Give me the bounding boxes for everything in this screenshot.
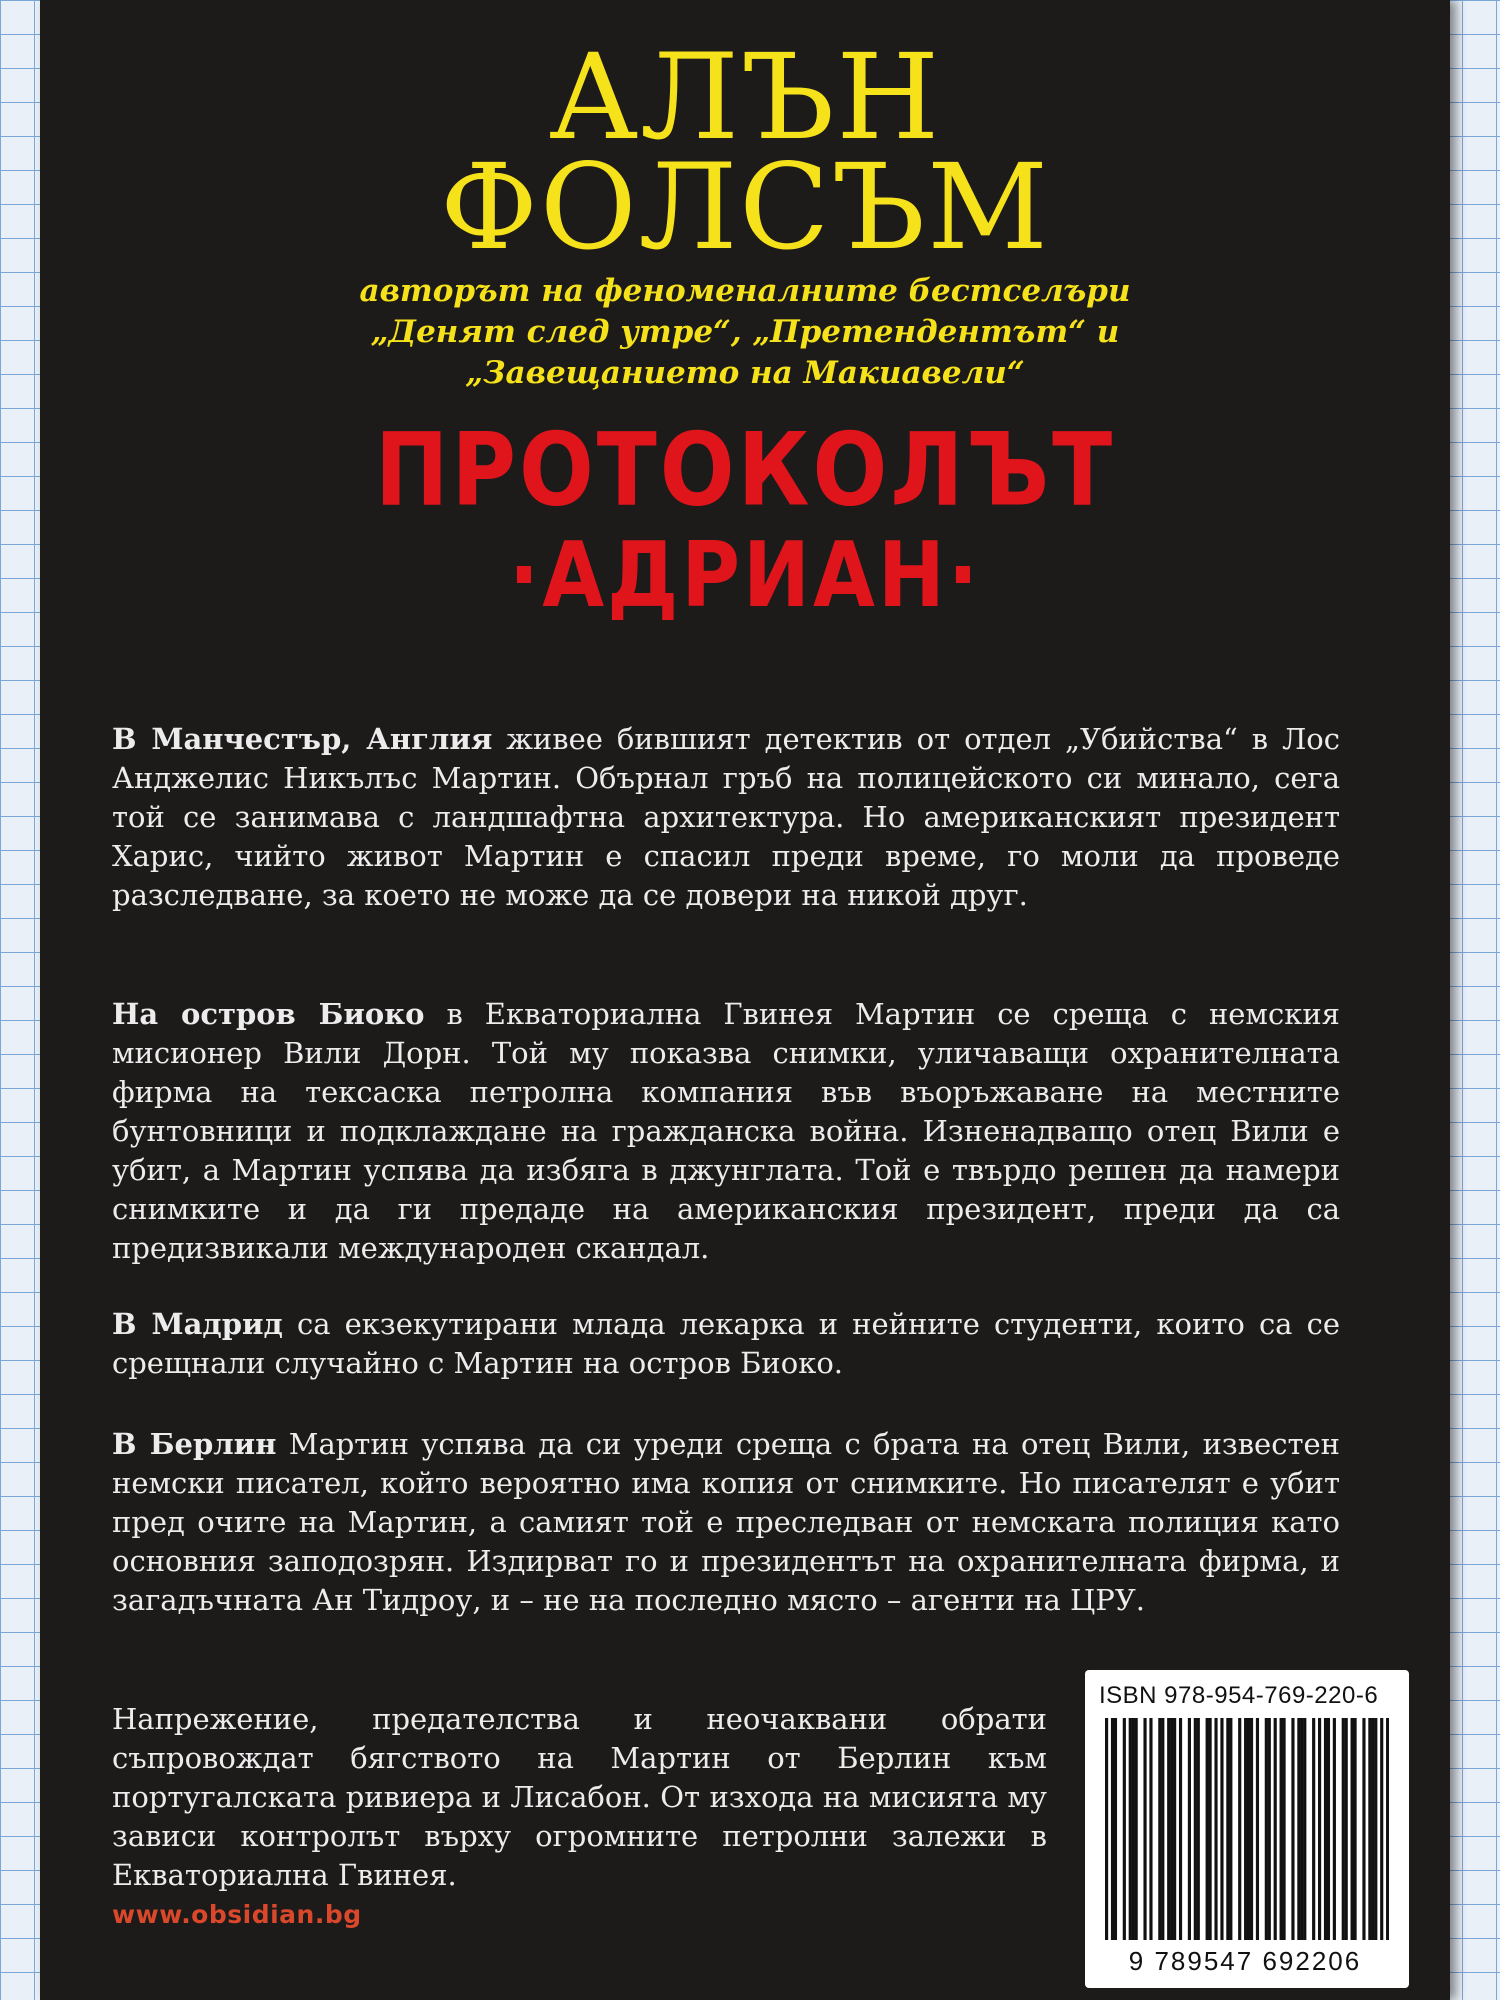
publisher-website: www.obsidian.bg — [112, 1900, 362, 1929]
barcode-icon — [1105, 1718, 1389, 1940]
barcode-bar — [1268, 1718, 1271, 1940]
paragraph-lead: На остров Биоко — [112, 997, 425, 1031]
barcode-bar — [1129, 1718, 1132, 1940]
barcode-bar — [1324, 1718, 1327, 1940]
barcode-bar — [1114, 1718, 1117, 1940]
isbn-barcode-label — [1085, 1670, 1409, 1988]
barcode-bar — [1123, 1718, 1126, 1940]
paragraph-lead: В Берлин — [112, 1427, 277, 1461]
barcode-bar — [1209, 1718, 1212, 1940]
barcode-bar — [1161, 1718, 1164, 1940]
barcode-bar — [1283, 1718, 1286, 1940]
author-name-line2: ФОЛСЪМ — [439, 138, 1050, 276]
barcode-bar — [1256, 1718, 1259, 1940]
barcode-bar — [1368, 1718, 1371, 1940]
barcode-bar — [1265, 1718, 1268, 1940]
barcode-bar — [1188, 1718, 1191, 1940]
barcode-bar — [1132, 1718, 1135, 1940]
barcode-bar — [1280, 1718, 1283, 1940]
barcode-bar — [1386, 1718, 1389, 1940]
isbn-number: ISBN 978-954-769-220-6 — [1099, 1682, 1379, 1709]
author-tagline-line2: „Денят след утре“, „Претендентът“ и — [370, 314, 1120, 350]
barcode-bar — [1380, 1718, 1383, 1940]
barcode-bar — [1135, 1718, 1138, 1940]
barcode-bar — [1244, 1718, 1247, 1940]
barcode-bar — [1229, 1718, 1232, 1940]
barcode-bar — [1149, 1718, 1152, 1940]
paragraph-lead: В Манчестър, Англия — [112, 722, 493, 756]
barcode-bar — [1327, 1718, 1330, 1940]
synopsis-paragraph-bioko — [112, 995, 1340, 1268]
paragraph-lead: В Мадрид — [112, 1307, 283, 1341]
barcode-bar — [1312, 1718, 1315, 1940]
barcode-bar — [1170, 1718, 1173, 1940]
barcode-bar — [1362, 1718, 1365, 1940]
barcode-bar — [1300, 1718, 1303, 1940]
synopsis-paragraph-berlin — [112, 1425, 1340, 1620]
barcode-bar — [1345, 1718, 1348, 1940]
barcode-bar — [1226, 1718, 1229, 1940]
barcode-bar — [1291, 1718, 1294, 1940]
author-tagline-line3: „Завещанието на Макиавели“ — [465, 355, 1025, 391]
barcode-bar — [1105, 1718, 1108, 1940]
synopsis-closing-paragraph: Напрежение, предателства и неочаквани обрати съпровождат бягството на Мартин от Берлин към португалската ривиера и Лисабон. От изхода на мисията му зависи контролът върху огромните петролни залежи в Екваториална Гвинея. — [112, 1702, 1047, 1892]
synopsis-paragraph-madrid — [112, 1305, 1340, 1383]
synopsis-paragraph-manchester — [112, 720, 1340, 915]
author-name-line1: АЛЪН — [548, 28, 942, 166]
paragraph-text: са екзекутирани млада лекарка и нейните студенти, които са се срещнали случайно с Мартин на остров Биоко. — [112, 1307, 1340, 1380]
barcode-bar — [1297, 1718, 1300, 1940]
barcode-bar — [1214, 1718, 1217, 1940]
barcode-bar — [1303, 1718, 1306, 1940]
barcode-bar — [1371, 1718, 1374, 1940]
barcode-bar — [1238, 1718, 1241, 1940]
barcode-bar — [1333, 1718, 1336, 1940]
barcode-bar — [1179, 1718, 1182, 1940]
barcode-bar — [1194, 1718, 1197, 1940]
barcode-bar — [1318, 1718, 1321, 1940]
barcode-bar — [1274, 1718, 1277, 1940]
paragraph-text: Мартин успява да си уреди среща с брата на отец Вили, известен немски писател, който вероятно има копия от снимките. Но писателят е убит пред очите на Мартин, а самият той е преследван от немската полиция като основния заподозрян. Издирват го и президентът на охранителната фирма, и загадъчната Ан Тидроу, и – не на последно място – агенти на ЦРУ. — [112, 1427, 1340, 1617]
barcode-bar — [1220, 1718, 1223, 1940]
barcode-digits: 9 789547 692206 — [1128, 1946, 1362, 1976]
book-title-line2: ·АДРИАН· — [508, 523, 982, 628]
barcode-bar — [1173, 1718, 1176, 1940]
barcode-bar — [1351, 1718, 1354, 1940]
barcode-bar — [1247, 1718, 1250, 1940]
barcode-bar — [1143, 1718, 1146, 1940]
barcode-bar — [1111, 1718, 1114, 1940]
barcode-bar — [1374, 1718, 1377, 1940]
barcode-bar — [1158, 1718, 1161, 1940]
paragraph-text: живее бившият детектив от отдел „Убийства“ в Лос Анджелис Никълъс Мартин. Обърнал гръб на полицейското си минало, сега той се занимава с ландшафтна архитектура. Но американският президент Харис, чийто живот Мартин е спасил преди време, го моли да проведе разследване, за което не може да се довери на никой друг. — [112, 722, 1340, 912]
book-back-cover — [40, 0, 1450, 2000]
barcode-bar — [1342, 1718, 1345, 1940]
barcode-bar — [1206, 1718, 1209, 1940]
author-tagline-line1: авторът на феноменалните бестселъри — [359, 273, 1131, 309]
barcode-bar — [1167, 1718, 1170, 1940]
paragraph-text: в Екваториална Гвинея Мартин се среща с немския мисионер Вили Дорн. Той му показва снимки, уличаващи охранителната фирма на тексаска петролна компания във въоръжаване на местните бунтовници и подклаждане на гражданска война. Изненадващо отец Вили е убит, а Мартин успява да избяга в джунглата. Той е твърдо решен да намери снимките и да ги предаде на американския президент, преди да са предизвикали международен скандал. — [112, 997, 1340, 1265]
barcode-bar — [1354, 1718, 1357, 1940]
book-title-line1: ПРОТОКОЛЪТ — [374, 410, 1116, 529]
barcode-bar — [1197, 1718, 1200, 1940]
barcode-bar — [1250, 1718, 1253, 1940]
